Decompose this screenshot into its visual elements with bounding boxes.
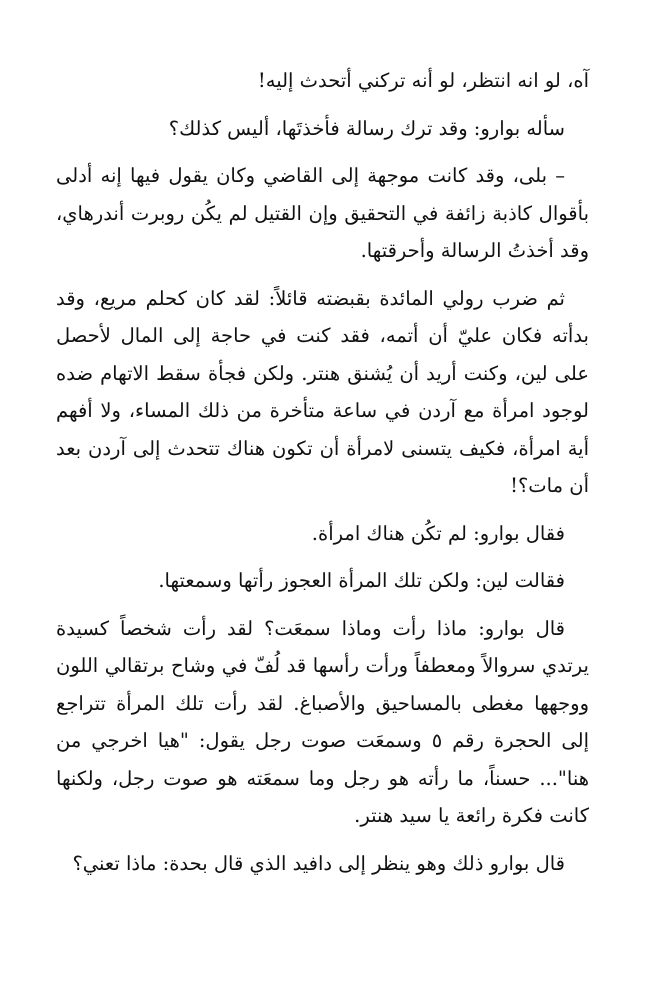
paragraph-david-question: قال بوارو ذلك وهو ينظر إلى دافيد الذي قال بحدة: ماذا تعني؟ [72, 851, 565, 875]
paragraph-rowley-regret: آه، لو انه انتظر، لو أنه تركني أتحدث إليه! [257, 69, 589, 92]
paragraph-rowley-confession: ثم ضرب رولي المائدة بقبضته قائلاً: لقد كان كحلم مريع، وقد بدأته فكان عليّ أن أتمه، فقد كنت في حاجة إلى المال لأحصل على لين، وكنت أريد أن يُشنق هنتر. ولكن فجأة سقط الاتهام ضده لوجود امرأة مع آردن في ساعة متأخرة من ذلك المساء، ولا أفهم أية امرأة، فكيف يتسنى لامرأة أن تكون هناك تتحدث إلى آردن بعد أن مات؟! [56, 286, 589, 497]
paragraph-no-woman: فقال بوارو: لم تكُن هناك امرأة. [311, 521, 565, 545]
paragraph-letter-burned: – بلى، وقد كانت موجهة إلى القاضي وكان يقول فيها إنه أدلى بأقوال كاذبة زائفة في التحقيق وإن القتيل لم يكُن روبرت أندرهاي، وقد أخذتُ الرسالة وأحرقتها. [56, 164, 589, 262]
paragraph-lynn-objection: فقالت لين: ولكن تلك المرأة العجوز رأتها وسمعتها. [158, 569, 565, 592]
book-page [56, 62, 589, 892]
paragraph-poirot-letter-question: سأله بوارو: وقد ترك رسالة فأخذتَها، أليس كذلك؟ [168, 116, 565, 140]
paragraph-poirot-explanation: قال بوارو: ماذا رأت وماذا سمعَت؟ لقد رأت شخصاً كسيدة يرتدي سروالاً ومعطفاً ورأت رأسها قد لُفّ في وشاح برتقالي اللون ووجهها مغطى بالمساحيق والأصباغ. لقد رأت تلك المرأة تتراجع إلى الحجرة رقم ٥ وسمعَت صوت رجل يقول: "هيا اخرجي من هنا"... حسناً، ما رأته هو رجل وما سمعَته هو صوت رجل، ولكنها كانت فكرة رائعة يا سيد هنتر. [56, 616, 589, 827]
